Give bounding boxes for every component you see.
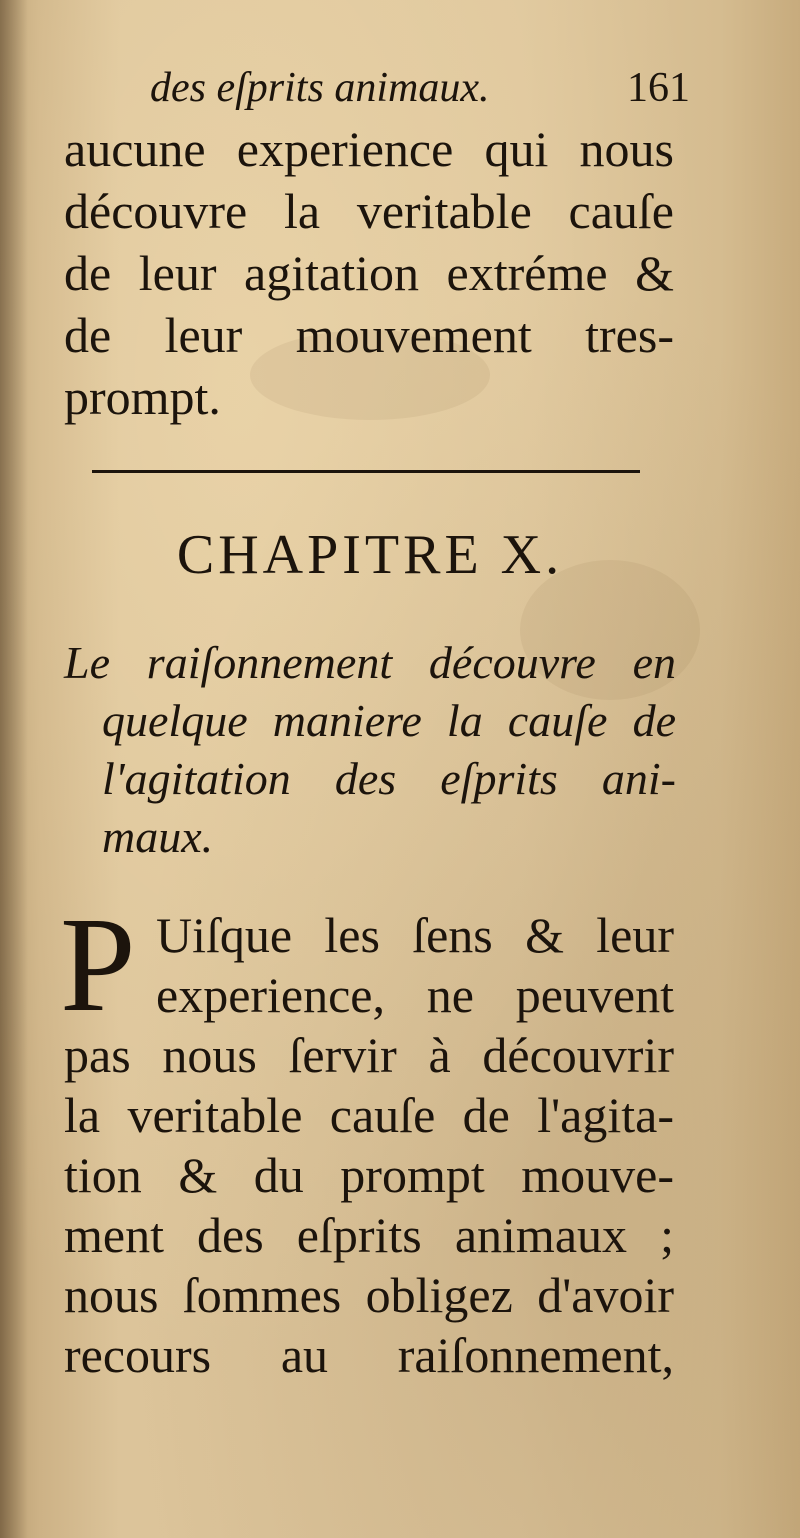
text-line: aucune experience qui nous	[64, 121, 674, 177]
running-title: des eſprits animaux.	[150, 65, 490, 111]
text-line: découvre la veritable cauſe	[64, 183, 674, 239]
drop-cap: P	[60, 890, 136, 1040]
section-rule	[92, 470, 640, 473]
text-line: experience, ne peuvent	[156, 967, 674, 1023]
text-line: prompt.	[64, 369, 221, 425]
summary-line: maux.	[102, 811, 214, 862]
text-line: pas nous ſervir à découvrir	[64, 1027, 674, 1083]
summary-line: quelque maniere la cauſe de	[102, 695, 676, 746]
text-line: de leur agitation extréme &	[64, 245, 674, 301]
text-line: de leur mouvement tres-	[64, 307, 674, 363]
body-paragraph	[64, 905, 674, 1385]
text-line: Uiſque les ſens & leur	[156, 907, 674, 963]
continuation-paragraph	[64, 118, 674, 428]
text-line: tion & du prompt mouve-	[64, 1147, 674, 1203]
text-line: ment des eſprits animaux ;	[64, 1207, 674, 1263]
text-line: la veritable cauſe de l'agita-	[64, 1087, 674, 1143]
chapter-summary	[64, 634, 676, 866]
summary-line: Le raiſonnement découvre en	[64, 637, 676, 688]
page-number: 161	[627, 65, 690, 111]
running-head	[150, 62, 690, 114]
spine-shadow	[0, 0, 28, 1538]
text-line: recours au raiſonnement,	[64, 1327, 674, 1383]
text-line: nous ſommes obligez d'avoir	[64, 1267, 674, 1323]
chapter-heading: CHAPITRE X.	[176, 524, 564, 586]
summary-line: l'agitation des eſprits ani-	[102, 753, 676, 804]
